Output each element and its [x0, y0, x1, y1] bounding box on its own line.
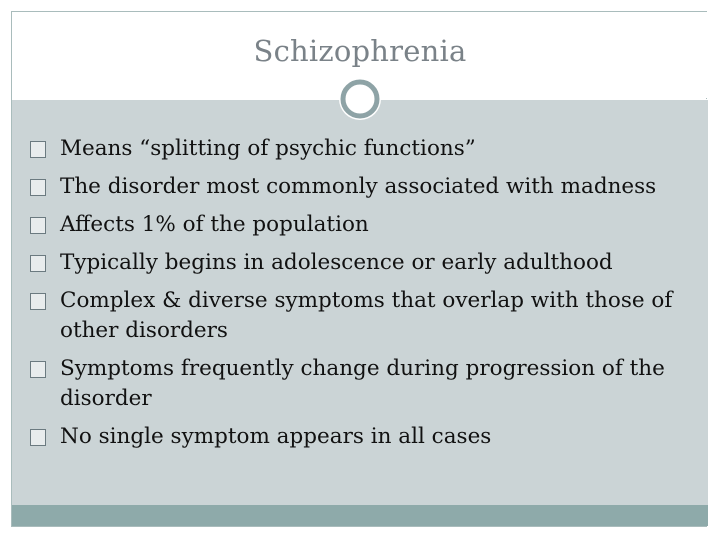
bullet-text: The disorder most commonly associated with madness: [60, 174, 657, 199]
divider-left: [12, 99, 333, 100]
bullet-text: Symptoms frequently change during progression of the disorder: [60, 356, 665, 411]
bullet-item: [28, 210, 698, 240]
square-bullet-icon: [30, 429, 46, 446]
bullet-item: [28, 286, 698, 346]
bullet-item: [28, 354, 698, 414]
bullet-text: No single symptom appears in all cases: [60, 424, 492, 449]
square-bullet-icon: [30, 217, 46, 234]
square-bullet-icon: [30, 361, 46, 378]
slide-title: Schizophrenia: [253, 34, 467, 68]
bullet-text: Complex & diverse symptoms that overlap with those of other disorders: [60, 288, 673, 343]
bullet-text: Affects 1% of the population: [60, 212, 369, 237]
bullet-item: [28, 172, 698, 202]
square-bullet-icon: [30, 141, 46, 158]
square-bullet-icon: [30, 293, 46, 310]
bullet-list: [28, 134, 698, 460]
square-bullet-icon: [30, 179, 46, 196]
bullet-item: [28, 134, 698, 164]
circle-ornament-icon: [337, 76, 383, 122]
bullet-text: Means “splitting of psychic functions”: [60, 136, 476, 161]
square-bullet-icon: [30, 255, 46, 272]
divider-right: [387, 99, 708, 100]
bullet-item: [28, 422, 698, 452]
footer-bar: [12, 505, 708, 526]
bullet-item: [28, 248, 698, 278]
bullet-text: Typically begins in adolescence or early adulthood: [60, 250, 613, 275]
